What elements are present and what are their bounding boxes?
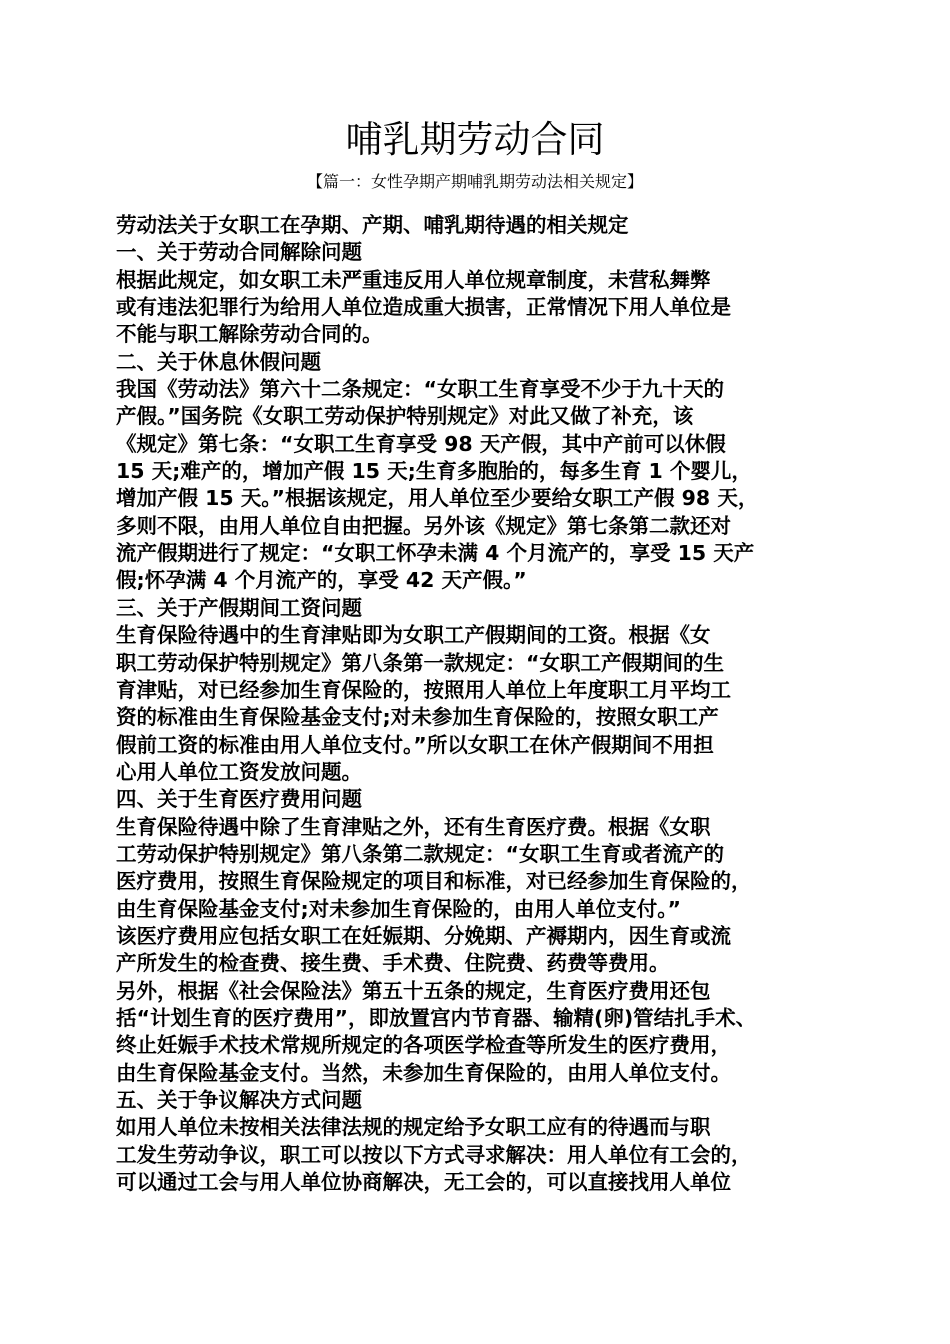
text-line: 五、关于争议解决方式问题 <box>116 1088 362 1112</box>
text-line: 流产假期进行了规定：“女职工怀孕未满 4 个月流产的，享受 15 天产 <box>116 541 755 566</box>
text-line: 由生育保险基金支付。当然，未参加生育保险的，由用人单位支付。 <box>116 1060 731 1085</box>
text-line: 工劳动保护特别规定》第八条第二款规定：“女职工生育或者流产的 <box>116 841 724 866</box>
text-line: 一、关于劳动合同解除问题 <box>116 240 362 265</box>
text-line: 劳动法关于女职工在孕期、产期、哺乳期待遇的相关规定 <box>116 213 629 237</box>
text-line: 增加产假 15 天。”根据该规定，用人单位至少要给女职工产假 98 天， <box>116 486 759 511</box>
text-line: 生育保险待遇中除了生育津贴之外，还有生育医疗费。根据《女职 <box>116 814 711 839</box>
text-line: 产假。”国务院《女职工劳动保护特别规定》对此又做了补充，该 <box>116 404 694 429</box>
document-body <box>116 212 844 1196</box>
text-line: 假前工资的标准由用人单位支付。”所以女职工在休产假期间不用担 <box>116 732 714 757</box>
text-line: 15 天;难产的，增加产假 15 天;生育多胞胎的，每多生育 1 个婴儿， <box>116 459 752 484</box>
document-title: 哺乳期劳动合同 <box>345 118 605 161</box>
text-line: 育津贴，对已经参加生育保险的，按照用人单位上年度职工月平均工 <box>116 677 731 702</box>
text-line: 四、关于生育医疗费用问题 <box>116 787 362 812</box>
text-line: 我国《劳动法》第六十二条规定：“女职工生育享受不少于九十天的 <box>116 377 724 402</box>
text-line: 该医疗费用应包括女职工在妊娠期、分娩期、产褥期内，因生育或流 <box>116 923 731 948</box>
text-line: 心用人单位工资发放问题。 <box>116 759 362 784</box>
text-line: 三、关于产假期间工资问题 <box>116 595 362 620</box>
text-line: 如用人单位未按相关法律法规的规定给予女职工应有的待遇而与职 <box>116 1115 711 1140</box>
text-line: 《规定》第七条：“女职工生育享受 98 天产假，其中产前可以休假 <box>116 431 726 456</box>
text-line: 或有违法犯罪行为给用人单位造成重大损害，正常情况下用人单位是 <box>116 295 731 320</box>
text-line: 医疗费用，按照生育保险规定的项目和标准，对已经参加生育保险的， <box>116 869 752 894</box>
text-line: 另外，根据《社会保险法》第五十五条的规定，生育医疗费用还包 <box>116 978 711 1003</box>
text-line: 多则不限，由用人单位自由把握。另外该《规定》第七条第二款还对 <box>116 513 731 538</box>
document-subtitle: 【篇一：女性孕期产期哺乳期劳动法相关规定】 <box>306 172 643 191</box>
text-line: 终止妊娠手术技术常规所规定的各项医学检查等所发生的医疗费用， <box>116 1033 731 1058</box>
text-line: 职工劳动保护特别规定》第八条第一款规定：“女职工产假期间的生 <box>116 650 724 675</box>
text-line: 根据此规定，如女职工未严重违反用人单位规章制度，未营私舞弊 <box>116 267 711 292</box>
text-line: 资的标准由生育保险基金支付;对未参加生育保险的，按照女职工产 <box>116 705 719 730</box>
text-line: 由生育保险基金支付;对未参加生育保险的，由用人单位支付。” <box>116 896 681 921</box>
text-line: 产所发生的检查费、接生费、手术费、住院费、药费等费用。 <box>116 951 670 976</box>
text-line: 二、关于休息休假问题 <box>116 349 321 374</box>
text-line: 不能与职工解除劳动合同的。 <box>116 322 383 347</box>
text-line: 生育保险待遇中的生育津贴即为女职工产假期间的工资。根据《女 <box>116 623 711 648</box>
text-line: 可以通过工会与用人单位协商解决，无工会的，可以直接找用人单位 <box>116 1170 731 1195</box>
text-line: 工发生劳动争议，职工可以按以下方式寻求解决：用人单位有工会的， <box>116 1142 752 1167</box>
text-line: 括“计划生育的医疗费用”，即放置宫内节育器、输精(卵)管结扎手术、 <box>116 1005 757 1030</box>
text-line: 假;怀孕满 4 个月流产的，享受 42 天产假。” <box>116 568 527 593</box>
